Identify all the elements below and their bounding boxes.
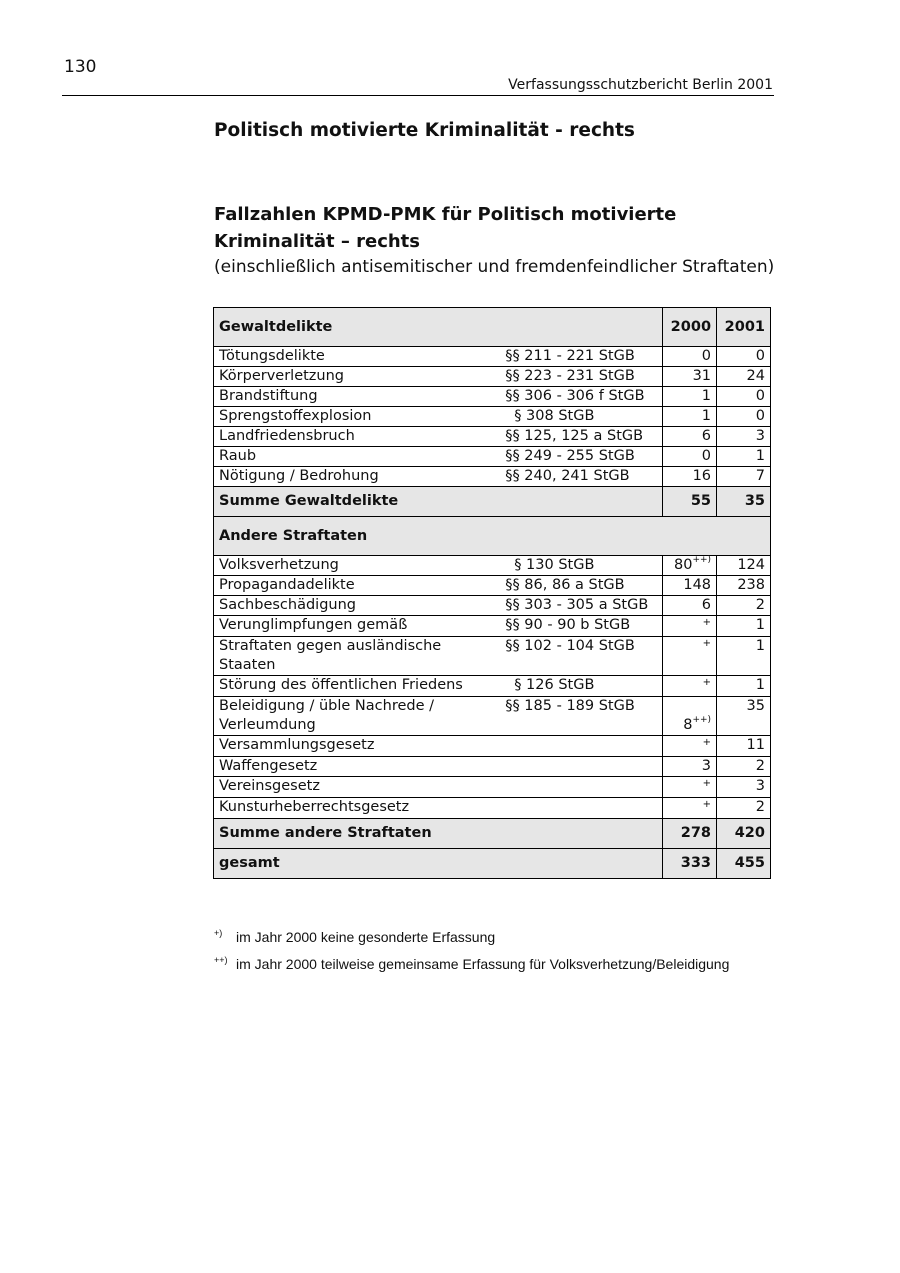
row-value-2001: 0 bbox=[717, 347, 771, 367]
row-label: Kunsturheberrechtsgesetz bbox=[214, 798, 506, 819]
row-value-2000: 31 bbox=[663, 367, 717, 387]
row-label: Raub bbox=[214, 447, 506, 467]
row-law: § 308 StGB bbox=[505, 407, 662, 427]
table-row bbox=[214, 407, 771, 427]
row-law: §§ 86, 86 a StGB bbox=[505, 576, 662, 596]
footnote-marker: +) bbox=[214, 928, 223, 938]
table-row bbox=[214, 427, 771, 447]
row-value-2000 bbox=[663, 676, 717, 697]
row-label: Sachbeschädigung bbox=[214, 596, 506, 616]
row-label: Vereinsgesetz bbox=[214, 777, 506, 798]
row-law bbox=[505, 777, 662, 798]
table-row bbox=[214, 447, 771, 467]
row-value-2000: 6 bbox=[663, 596, 717, 616]
footnote-mark: ++) bbox=[692, 555, 712, 565]
table-row bbox=[214, 467, 771, 487]
footnote-mark: + bbox=[702, 617, 712, 628]
row-label: Beleidigung / üble Nachrede / Verleumdung bbox=[214, 697, 506, 736]
row-value-2001: 35 bbox=[717, 697, 771, 736]
row-value-2001: 24 bbox=[717, 367, 771, 387]
sum-value-2000: 278 bbox=[663, 819, 717, 849]
sum-label: Summe andere Straftaten bbox=[214, 819, 663, 849]
total-row bbox=[214, 849, 771, 879]
row-value-2001: 1 bbox=[717, 447, 771, 467]
table-header-row bbox=[214, 308, 771, 347]
sum-label: Summe Gewaltdelikte bbox=[214, 487, 663, 517]
total-label: gesamt bbox=[214, 849, 663, 879]
row-value-2000: 8++) bbox=[663, 697, 717, 736]
row-label: Straftaten gegen ausländische Staaten bbox=[214, 637, 506, 676]
total-value-2000: 333 bbox=[663, 849, 717, 879]
row-label: Sprengstoffexplosion bbox=[214, 407, 506, 427]
row-value-2001: 3 bbox=[717, 777, 771, 798]
row-value-2000: 0 bbox=[663, 347, 717, 367]
row-value-2000: 0 bbox=[663, 447, 717, 467]
row-value-2000 bbox=[663, 777, 717, 798]
andere-header-row bbox=[214, 517, 771, 556]
row-law: §§ 249 - 255 StGB bbox=[505, 447, 662, 467]
row-value-2001: 2 bbox=[717, 798, 771, 819]
footnote-mark: ++) bbox=[692, 715, 712, 725]
row-value-2001: 2 bbox=[717, 757, 771, 777]
row-value-2000 bbox=[663, 798, 717, 819]
footnote-mark: + bbox=[702, 737, 712, 748]
footnote-marker: ++) bbox=[214, 955, 228, 965]
row-value-2001: 0 bbox=[717, 387, 771, 407]
row-value-2000 bbox=[663, 616, 717, 637]
table-row bbox=[214, 777, 771, 798]
row-value-2000: 1 bbox=[663, 387, 717, 407]
row-law: §§ 185 - 189 StGB bbox=[505, 697, 662, 736]
table-row bbox=[214, 637, 771, 676]
page-number: 130 bbox=[64, 57, 97, 77]
row-law: §§ 90 - 90 b StGB bbox=[505, 616, 662, 637]
gewalt-header: Gewaltdelikte bbox=[214, 308, 663, 347]
andere-header: Andere Straftaten bbox=[214, 517, 771, 556]
row-law: §§ 125, 125 a StGB bbox=[505, 427, 662, 447]
sum-value-2000: 55 bbox=[663, 487, 717, 517]
total-value-2001: 455 bbox=[717, 849, 771, 879]
table-row bbox=[214, 556, 771, 576]
table-row bbox=[214, 576, 771, 596]
row-value-2001: 3 bbox=[717, 427, 771, 447]
row-value-2000: 6 bbox=[663, 427, 717, 447]
row-label: Landfriedensbruch bbox=[214, 427, 506, 447]
row-value-2000: 1 bbox=[663, 407, 717, 427]
table-row bbox=[214, 387, 771, 407]
row-law: §§ 223 - 231 StGB bbox=[505, 367, 662, 387]
row-value-2000: 16 bbox=[663, 467, 717, 487]
row-law bbox=[505, 798, 662, 819]
section-title: Politisch motivierte Kriminalität - rechts bbox=[214, 120, 635, 141]
row-label: Propagandadelikte bbox=[214, 576, 506, 596]
row-law: § 130 StGB bbox=[505, 556, 662, 576]
table-row bbox=[214, 736, 771, 757]
row-label: Volksverhetzung bbox=[214, 556, 506, 576]
row-value-2001: 124 bbox=[717, 556, 771, 576]
footnote bbox=[214, 928, 495, 945]
footnote-mark: + bbox=[702, 799, 712, 810]
table-row bbox=[214, 616, 771, 637]
row-law: §§ 240, 241 StGB bbox=[505, 467, 662, 487]
sum-value-2001: 420 bbox=[717, 819, 771, 849]
col-2000-header: 2000 bbox=[663, 308, 717, 347]
table-row bbox=[214, 367, 771, 387]
table-row bbox=[214, 757, 771, 777]
row-law bbox=[505, 736, 662, 757]
row-value-2000: 148 bbox=[663, 576, 717, 596]
andere-sum-row bbox=[214, 819, 771, 849]
row-value-2000 bbox=[663, 637, 717, 676]
row-value-2001: 2 bbox=[717, 596, 771, 616]
statistics-table bbox=[213, 307, 771, 879]
row-law: § 126 StGB bbox=[505, 676, 662, 697]
row-law: §§ 211 - 221 StGB bbox=[505, 347, 662, 367]
row-value-2001: 1 bbox=[717, 616, 771, 637]
footnote-text: im Jahr 2000 teilweise gemeinsame Erfassung für Volksverhetzung/Beleidigung bbox=[236, 956, 730, 972]
footnote-mark: + bbox=[702, 778, 712, 789]
row-value-2000: 3 bbox=[663, 757, 717, 777]
row-law: §§ 306 - 306 f StGB bbox=[505, 387, 662, 407]
sum-value-2001: 35 bbox=[717, 487, 771, 517]
table-row bbox=[214, 676, 771, 697]
running-header: Verfassungsschutzbericht Berlin 2001 bbox=[508, 77, 773, 93]
row-label: Nötigung / Bedrohung bbox=[214, 467, 506, 487]
col-2001-header: 2001 bbox=[717, 308, 771, 347]
row-law: §§ 303 - 305 a StGB bbox=[505, 596, 662, 616]
footnote-mark: + bbox=[702, 638, 712, 649]
row-label: Versammlungsgesetz bbox=[214, 736, 506, 757]
footnote-text: im Jahr 2000 keine gesonderte Erfassung bbox=[236, 929, 496, 945]
row-label: Brandstiftung bbox=[214, 387, 506, 407]
row-value-2000 bbox=[663, 736, 717, 757]
table-row bbox=[214, 596, 771, 616]
header-rule bbox=[62, 95, 774, 96]
table-row bbox=[214, 347, 771, 367]
row-label: Störung des öffentlichen Friedens bbox=[214, 676, 506, 697]
row-law: §§ 102 - 104 StGB bbox=[505, 637, 662, 676]
row-value-2001: 1 bbox=[717, 637, 771, 676]
table-row bbox=[214, 697, 771, 736]
table-subtitle: (einschließlich antisemitischer und fremdenfeindlicher Straftaten) bbox=[214, 257, 775, 277]
row-value-2001: 238 bbox=[717, 576, 771, 596]
table-title: Fallzahlen KPMD-PMK für Politisch motivierte Kriminalität – rechts bbox=[214, 204, 677, 252]
row-value-2001: 1 bbox=[717, 676, 771, 697]
row-value-2000: 80++) bbox=[663, 556, 717, 576]
gewalt-sum-row bbox=[214, 487, 771, 517]
row-value-2001: 7 bbox=[717, 467, 771, 487]
row-label: Waffengesetz bbox=[214, 757, 506, 777]
row-label: Verunglimpfungen gemäß bbox=[214, 616, 506, 637]
row-value-2001: 0 bbox=[717, 407, 771, 427]
footnote-mark: + bbox=[702, 677, 712, 688]
row-value-2001: 11 bbox=[717, 736, 771, 757]
footnote bbox=[214, 955, 729, 972]
row-label: Tötungsdelikte bbox=[214, 347, 506, 367]
row-label: Körperverletzung bbox=[214, 367, 506, 387]
row-law bbox=[505, 757, 662, 777]
table-row bbox=[214, 798, 771, 819]
